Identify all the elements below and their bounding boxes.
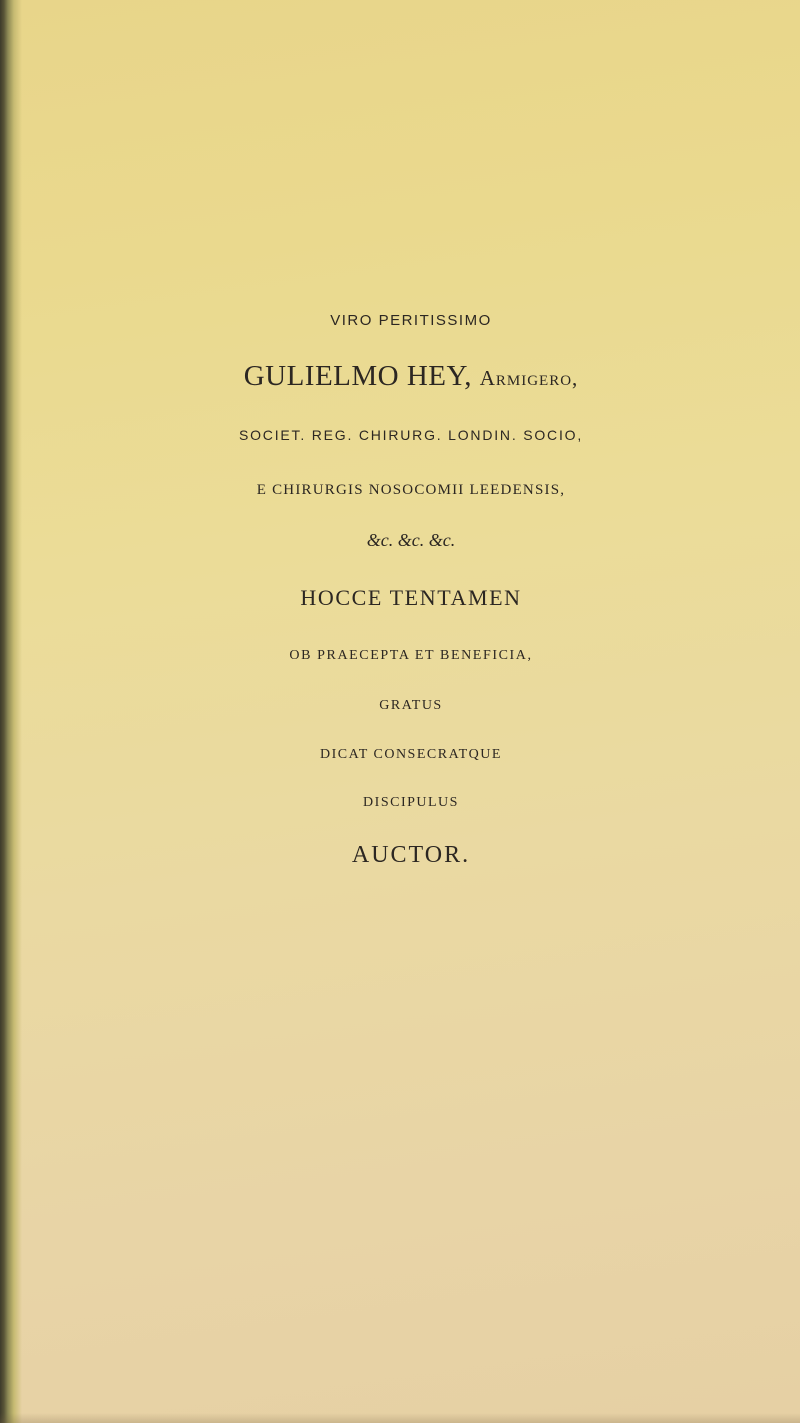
dedicatee-name: GULIELMO HEY, (243, 360, 472, 392)
dedicatee-name-line (22, 360, 800, 393)
dedication-line-etc: &c. &c. &c. (366, 530, 456, 550)
dedication-line-discipulus: DISCIPULUS (363, 795, 459, 810)
dedication-line-chirurgis: E CHIRURGIS NOSOCOMII LEEDENSIS, (256, 482, 566, 498)
page-edge-shadow (0, 0, 22, 1423)
dedication-line-hocce: HOCCE TENTAMEN (300, 585, 522, 610)
dedication-page (22, 0, 800, 1423)
dedication-line-societ: SOCIET. REG. CHIRURG. LONDIN. SOCIO, (238, 427, 584, 443)
dedication-line-dicat: DICAT CONSECRATQUE (320, 747, 502, 762)
dedication-line-auctor: AUCTOR. (351, 842, 471, 868)
dedication-line-praecepta: OB PRAECEPTA ET BENEFICIA, (289, 648, 533, 663)
bottom-edge-shadow (0, 1413, 800, 1423)
dedication-line-gratus: GRATUS (379, 698, 443, 713)
dedication-line-viro: VIRO PERITISSIMO (330, 312, 492, 329)
dedicatee-title: Armigero, (479, 366, 579, 390)
